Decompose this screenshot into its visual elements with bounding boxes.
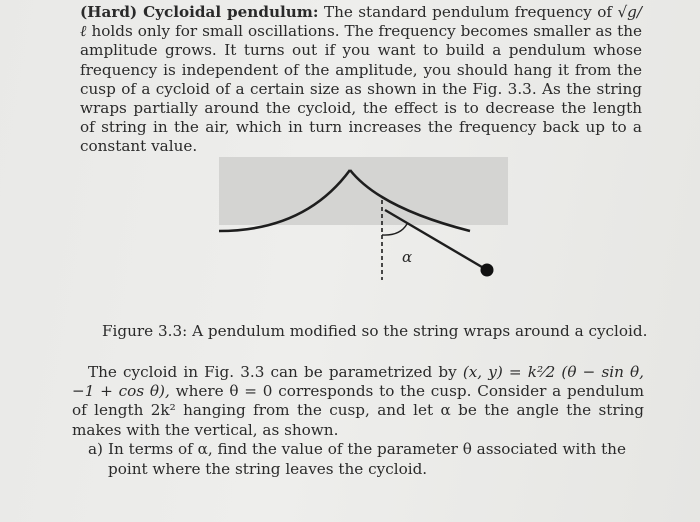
param-equation: (x, y) = k²⁄2 (θ − sin θ, −1 + cos θ),	[72, 363, 645, 401]
pendulum-bob	[481, 264, 494, 277]
parametrization-paragraph	[72, 363, 644, 440]
problem-title: (Hard) Cycloidal pendulum:	[80, 3, 319, 21]
angle-arc	[382, 224, 407, 235]
figure-caption: Figure 3.3: A pendulum modified so the string wraps around a cycloid.	[102, 322, 648, 340]
param-rest: where θ = 0 corresponds to the cusp. Consider a pendulum of length 2k² hanging from the cusp, and let α be the angle the string makes with the vertical, as shown.	[72, 382, 645, 439]
ceiling-block	[219, 157, 508, 225]
param-lead: The cycloid in Fig. 3.3 can be parametrized by	[88, 363, 457, 381]
frequency-lead: The standard pendulum frequency of	[323, 3, 613, 21]
angle-label: α	[402, 248, 413, 266]
intro-body: holds only for small oscillations. The frequency becomes smaller as the amplitude grows. It turns out if you want to build a pendulum whose frequency is independent of the amplitude, you should hang it from the cusp of a cycloid of a certain size as shown in the Fig. 3.3. As the string wraps partially around the cycloid, the effect is to decrease the length of string in the air, which in turn increases the frequency back up to a constant value.	[80, 22, 643, 156]
question-a-label: a)	[88, 440, 103, 458]
question-a-text: In terms of α, find the value of the parameter θ associated with the point where the string leaves the cycloid.	[108, 440, 626, 478]
frequency-expression: √g/ℓ	[80, 3, 643, 41]
